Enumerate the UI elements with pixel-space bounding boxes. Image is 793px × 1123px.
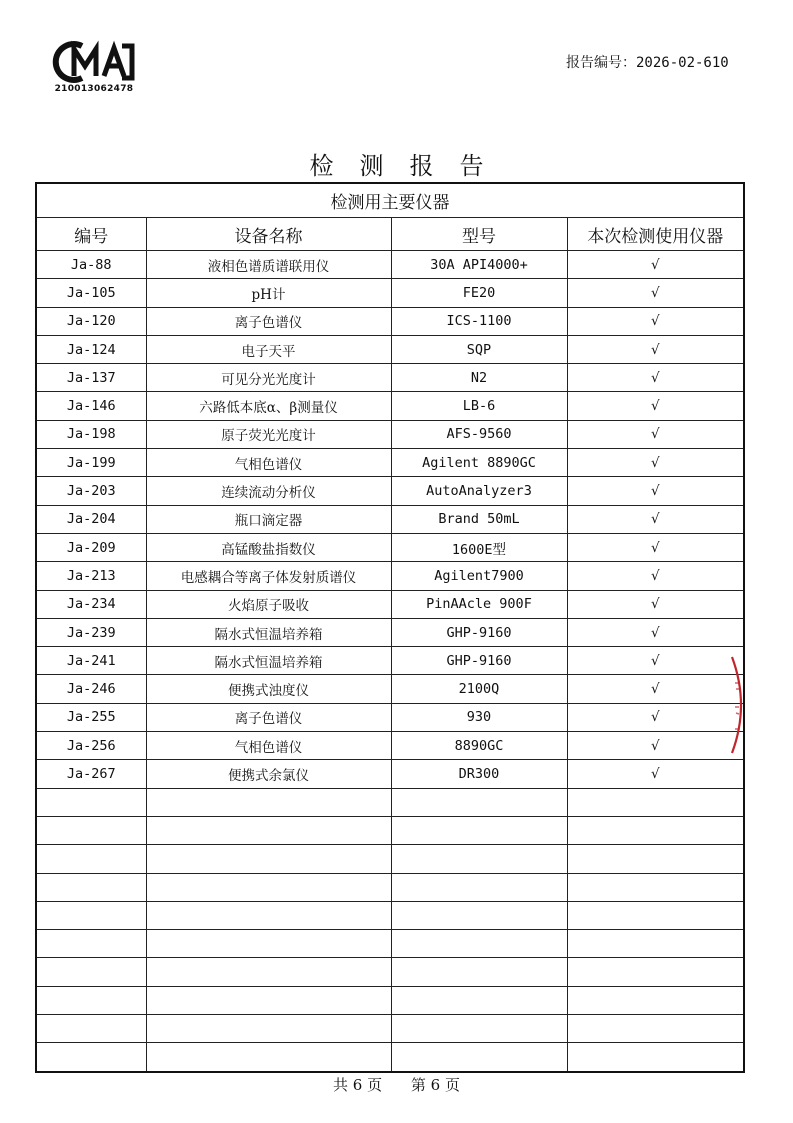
table-row bbox=[36, 335, 744, 363]
empty-cell bbox=[567, 1015, 744, 1043]
table-row bbox=[36, 533, 744, 561]
empty-cell bbox=[391, 845, 567, 873]
cma-mark-icon bbox=[52, 40, 136, 84]
table-row bbox=[36, 675, 744, 703]
cell-name: 便携式余氯仪 bbox=[146, 760, 391, 788]
cell-model: N2 bbox=[391, 364, 567, 392]
column-header-id: 编号 bbox=[36, 218, 146, 251]
empty-cell bbox=[36, 788, 146, 816]
empty-cell bbox=[36, 901, 146, 929]
table-caption: 检测用主要仪器 bbox=[36, 183, 744, 218]
current-page: 第 6 页 bbox=[410, 1076, 460, 1094]
cell-used-check: √ bbox=[567, 449, 744, 477]
cell-name: 电子天平 bbox=[146, 335, 391, 363]
cell-model: AutoAnalyzer3 bbox=[391, 477, 567, 505]
empty-row bbox=[36, 930, 744, 958]
empty-cell bbox=[391, 816, 567, 844]
cell-used-check: √ bbox=[567, 392, 744, 420]
empty-row bbox=[36, 816, 744, 844]
empty-cell bbox=[146, 1043, 391, 1072]
red-seal-stamp bbox=[728, 655, 746, 759]
instrument-table bbox=[35, 182, 745, 1073]
cell-used-check: √ bbox=[567, 279, 744, 307]
cell-used-check: √ bbox=[567, 562, 744, 590]
cell-id: Ja-204 bbox=[36, 505, 146, 533]
table-row bbox=[36, 703, 744, 731]
table-row bbox=[36, 420, 744, 448]
table-empty-rows bbox=[36, 788, 744, 1071]
table-row bbox=[36, 449, 744, 477]
cell-name: 隔水式恒温培养箱 bbox=[146, 647, 391, 675]
table-row bbox=[36, 364, 744, 392]
table-row bbox=[36, 562, 744, 590]
cell-model: 930 bbox=[391, 703, 567, 731]
cell-id: Ja-137 bbox=[36, 364, 146, 392]
cell-used-check: √ bbox=[567, 420, 744, 448]
cell-model: SQP bbox=[391, 335, 567, 363]
cell-model: Brand 50mL bbox=[391, 505, 567, 533]
cell-name: 气相色谱仪 bbox=[146, 732, 391, 760]
page-title: 检测报告 bbox=[309, 152, 510, 180]
empty-cell bbox=[391, 873, 567, 901]
report-number: 报告编号：2026-02-610 bbox=[566, 55, 729, 71]
cell-id: Ja-198 bbox=[36, 420, 146, 448]
cell-used-check: √ bbox=[567, 364, 744, 392]
cell-used-check: √ bbox=[567, 251, 744, 279]
cell-used-check: √ bbox=[567, 477, 744, 505]
column-header-used: 本次检测使用仪器 bbox=[567, 218, 744, 251]
empty-cell bbox=[567, 816, 744, 844]
column-header-name: 设备名称 bbox=[146, 218, 391, 251]
cell-name: 离子色谱仪 bbox=[146, 307, 391, 335]
column-header-model: 型号 bbox=[391, 218, 567, 251]
cell-name: 离子色谱仪 bbox=[146, 703, 391, 731]
table-row bbox=[36, 732, 744, 760]
cell-name: 可见分光光度计 bbox=[146, 364, 391, 392]
empty-cell bbox=[146, 958, 391, 986]
empty-cell bbox=[391, 788, 567, 816]
empty-cell bbox=[146, 901, 391, 929]
cell-id: Ja-146 bbox=[36, 392, 146, 420]
empty-cell bbox=[567, 958, 744, 986]
table-row bbox=[36, 251, 744, 279]
empty-cell bbox=[391, 901, 567, 929]
table-row bbox=[36, 760, 744, 788]
page-footer bbox=[0, 1074, 793, 1095]
cell-name: 气相色谱仪 bbox=[146, 449, 391, 477]
cell-used-check: √ bbox=[567, 533, 744, 561]
cell-id: Ja-209 bbox=[36, 533, 146, 561]
empty-row bbox=[36, 788, 744, 816]
empty-row bbox=[36, 1015, 744, 1043]
empty-cell bbox=[146, 873, 391, 901]
cell-model: 30A API4000+ bbox=[391, 251, 567, 279]
empty-cell bbox=[146, 788, 391, 816]
cell-used-check: √ bbox=[567, 760, 744, 788]
table-row bbox=[36, 505, 744, 533]
empty-cell bbox=[567, 901, 744, 929]
cell-model: ICS-1100 bbox=[391, 307, 567, 335]
empty-cell bbox=[391, 930, 567, 958]
cell-name: 六路低本底α、β测量仪 bbox=[146, 392, 391, 420]
cell-id: Ja-241 bbox=[36, 647, 146, 675]
cell-id: Ja-267 bbox=[36, 760, 146, 788]
cell-id: Ja-255 bbox=[36, 703, 146, 731]
cell-model: Agilent 8890GC bbox=[391, 449, 567, 477]
empty-cell bbox=[391, 1015, 567, 1043]
empty-cell bbox=[391, 1043, 567, 1072]
cell-id: Ja-199 bbox=[36, 449, 146, 477]
empty-cell bbox=[36, 930, 146, 958]
empty-cell bbox=[36, 873, 146, 901]
empty-cell bbox=[146, 930, 391, 958]
empty-cell bbox=[36, 958, 146, 986]
empty-cell bbox=[146, 1015, 391, 1043]
cma-logo bbox=[52, 40, 136, 94]
cell-used-check: √ bbox=[567, 732, 744, 760]
cell-id: Ja-105 bbox=[36, 279, 146, 307]
cell-used-check: √ bbox=[567, 618, 744, 646]
empty-cell bbox=[36, 1015, 146, 1043]
cell-name: 瓶口滴定器 bbox=[146, 505, 391, 533]
cell-name: pH计 bbox=[146, 279, 391, 307]
table-row bbox=[36, 647, 744, 675]
table-row bbox=[36, 618, 744, 646]
empty-cell bbox=[146, 986, 391, 1014]
cell-used-check: √ bbox=[567, 647, 744, 675]
empty-cell bbox=[567, 986, 744, 1014]
empty-cell bbox=[567, 1043, 744, 1072]
cell-id: Ja-246 bbox=[36, 675, 146, 703]
cell-model: 2100Q bbox=[391, 675, 567, 703]
cell-name: 液相色谱质谱联用仪 bbox=[146, 251, 391, 279]
table-row bbox=[36, 279, 744, 307]
cell-id: Ja-213 bbox=[36, 562, 146, 590]
table-row bbox=[36, 477, 744, 505]
cell-name: 原子荧光光度计 bbox=[146, 420, 391, 448]
empty-row bbox=[36, 873, 744, 901]
cell-id: Ja-234 bbox=[36, 590, 146, 618]
cell-model: Agilent7900 bbox=[391, 562, 567, 590]
cell-model: FE20 bbox=[391, 279, 567, 307]
empty-cell bbox=[146, 816, 391, 844]
total-pages: 共 6 页 bbox=[333, 1076, 383, 1094]
table-row bbox=[36, 590, 744, 618]
cell-used-check: √ bbox=[567, 675, 744, 703]
empty-row bbox=[36, 986, 744, 1014]
cell-name: 高锰酸盐指数仪 bbox=[146, 533, 391, 561]
cell-name: 电感耦合等离子体发射质谱仪 bbox=[146, 562, 391, 590]
empty-cell bbox=[567, 873, 744, 901]
cell-model: PinAAcle 900F bbox=[391, 590, 567, 618]
cell-used-check: √ bbox=[567, 307, 744, 335]
table-row bbox=[36, 392, 744, 420]
cell-id: Ja-88 bbox=[36, 251, 146, 279]
empty-cell bbox=[36, 816, 146, 844]
cell-model: 8890GC bbox=[391, 732, 567, 760]
cell-name: 火焰原子吸收 bbox=[146, 590, 391, 618]
cell-model: GHP-9160 bbox=[391, 618, 567, 646]
cell-name: 隔水式恒温培养箱 bbox=[146, 618, 391, 646]
cell-model: LB-6 bbox=[391, 392, 567, 420]
cell-used-check: √ bbox=[567, 590, 744, 618]
cell-id: Ja-239 bbox=[36, 618, 146, 646]
cell-model: AFS-9560 bbox=[391, 420, 567, 448]
empty-cell bbox=[391, 986, 567, 1014]
cma-number: 210013062478 bbox=[54, 84, 134, 94]
empty-row bbox=[36, 1043, 744, 1072]
cell-model: 1600E型 bbox=[391, 533, 567, 561]
empty-cell bbox=[567, 930, 744, 958]
empty-row bbox=[36, 845, 744, 873]
empty-cell bbox=[391, 958, 567, 986]
cell-used-check: √ bbox=[567, 703, 744, 731]
empty-cell bbox=[36, 986, 146, 1014]
empty-row bbox=[36, 958, 744, 986]
cell-used-check: √ bbox=[567, 335, 744, 363]
cell-name: 便携式浊度仪 bbox=[146, 675, 391, 703]
cell-id: Ja-256 bbox=[36, 732, 146, 760]
cell-model: DR300 bbox=[391, 760, 567, 788]
table-body bbox=[36, 251, 744, 789]
cell-model: GHP-9160 bbox=[391, 647, 567, 675]
empty-cell bbox=[567, 788, 744, 816]
cell-used-check: √ bbox=[567, 505, 744, 533]
empty-cell bbox=[567, 845, 744, 873]
empty-cell bbox=[36, 1043, 146, 1072]
cell-id: Ja-203 bbox=[36, 477, 146, 505]
empty-cell bbox=[36, 845, 146, 873]
empty-cell bbox=[146, 845, 391, 873]
cell-id: Ja-124 bbox=[36, 335, 146, 363]
cell-id: Ja-120 bbox=[36, 307, 146, 335]
cell-name: 连续流动分析仪 bbox=[146, 477, 391, 505]
empty-row bbox=[36, 901, 744, 929]
table-row bbox=[36, 307, 744, 335]
